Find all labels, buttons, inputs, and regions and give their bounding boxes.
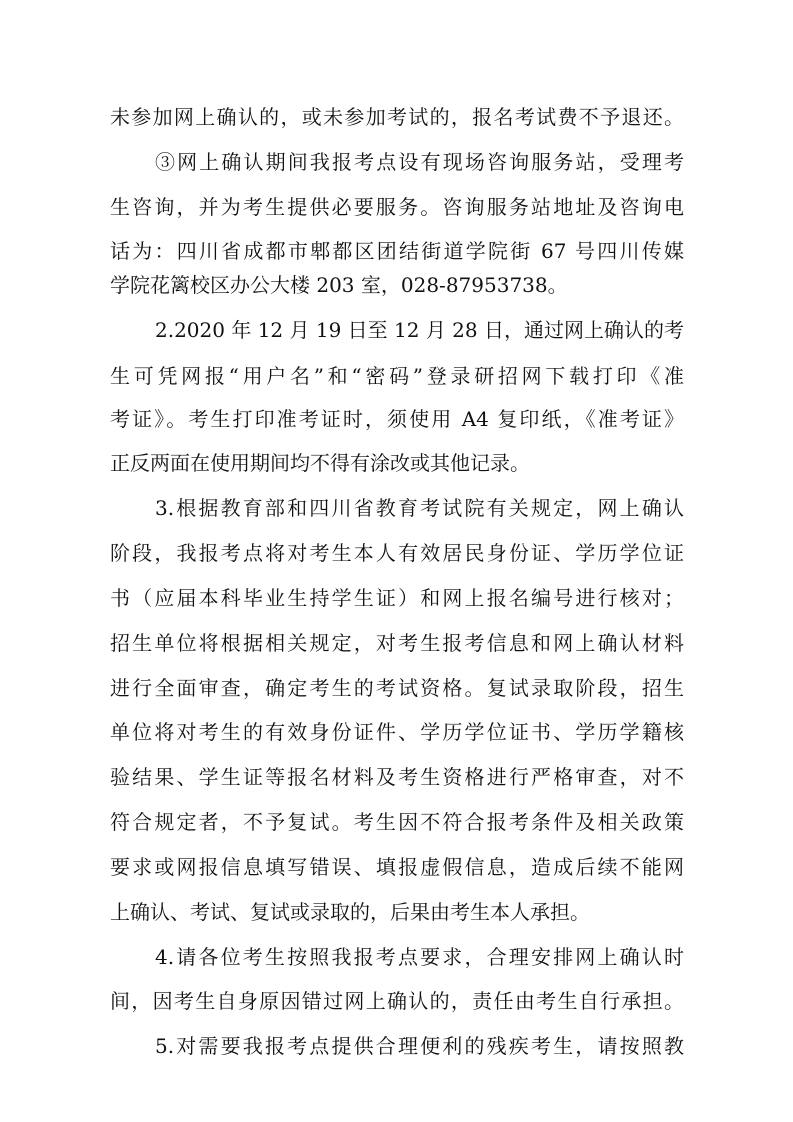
text-line: 5.对需要我报考点提供合理便利的残疾考生，请按照教	[155, 1034, 684, 1058]
text-line: 上确认、考试、复试或录取的，后果由考生本人承担。	[110, 900, 590, 924]
text-line: 未参加网上确认的，或未参加考试的，报名考试费不予退还。	[110, 105, 684, 129]
text-line: 间，因考生自身原因错过网上确认的，责任由考生自行承担。	[110, 989, 684, 1013]
text-line: 符合规定者，不予复试。考生因不符合报考条件及相关政策	[110, 810, 684, 834]
text-line: 招生单位将根据相关规定，对考生报考信息和网上确认材料	[110, 631, 684, 655]
text-line: ③网上确认期间我报考点设有现场咨询服务站，受理考	[155, 150, 684, 174]
text-line: 验结果、学生证等报名材料及考生资格进行严格审查，对不	[110, 765, 684, 789]
text-line: 考证》。考生打印准考证时，须使用 A4 复印纸，《准考证》	[110, 407, 684, 431]
text-line: 4.请各位考生按照我报考点要求，合理安排网上确认时	[155, 945, 684, 969]
text-line: 书（应届本科毕业生持学生证）和网上报名编号进行核对；	[110, 586, 684, 610]
text-line: 学院花篱校区办公大楼 203 室，028-87953738。	[110, 273, 568, 297]
text-line: 生咨询，并为考生提供必要服务。咨询服务站地址及咨询电	[110, 195, 684, 219]
text-line: 进行全面审查，确定考生的考试资格。复试录取阶段，招生	[110, 676, 684, 700]
text-line: 3.根据教育部和四川省教育考试院有关规定，网上确认	[155, 496, 684, 520]
text-line: 2.2020 年 12 月 19 日至 12 月 28 日，通过网上确认的考	[155, 318, 684, 342]
text-line: 阶段，我报考点将对考生本人有效居民身份证、学历学位证	[110, 541, 684, 565]
text-line: 要求或网报信息填写错误、填报虚假信息，造成后续不能网	[110, 855, 684, 879]
text-line: 话为：四川省成都市郫都区团结街道学院街 67 号四川传媒	[110, 239, 684, 263]
text-line: 生可凭网报“用户名”和“密码”登录研招网下载打印《准	[110, 364, 684, 388]
text-line: 单位将对考生的有效身份证件、学历学位证书、学历学籍核	[110, 720, 684, 744]
text-line: 正反两面在使用期间均不得有涂改或其他记录。	[110, 451, 530, 475]
